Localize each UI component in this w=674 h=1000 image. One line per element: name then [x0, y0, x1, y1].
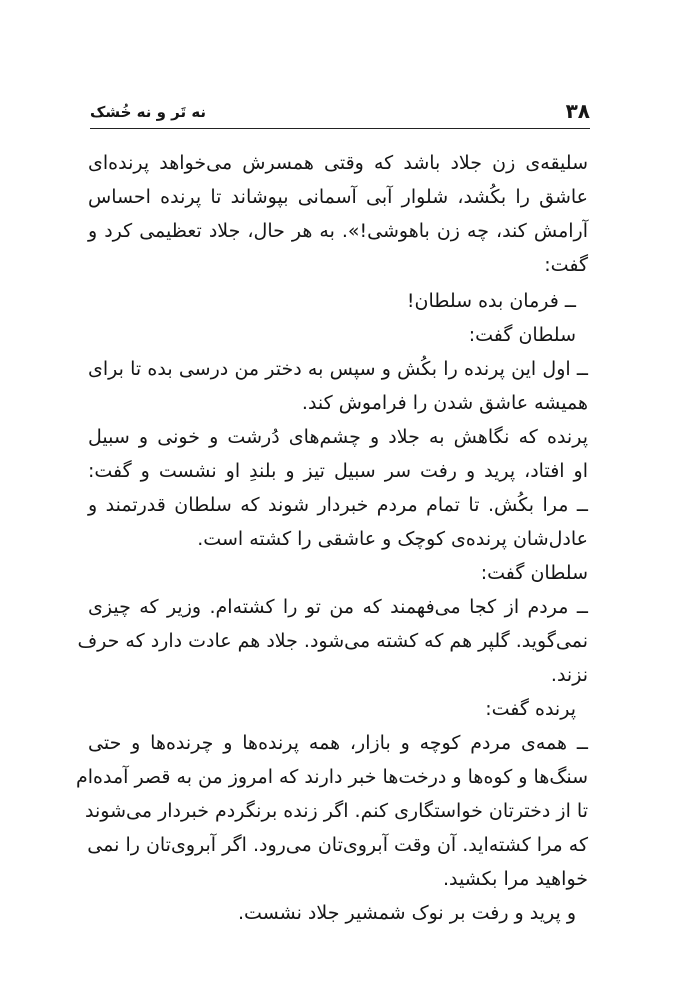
text-line: سلطان گفت: — [468, 324, 576, 346]
text-line: ــ فرمان بده سلطان! — [406, 290, 576, 312]
text-line: گفت: — [544, 254, 588, 276]
text-line: ــ مردم از کجا می‌فهمند که من تو را کشته‌ام. وزیر که چیزی — [88, 596, 588, 618]
text-line: عادل‌شان پرنده‌ی کوچک و عاشقی را کشته است. — [197, 528, 588, 550]
page-number: ۳۸ — [565, 99, 590, 123]
text-line: که مرا کشته‌اید. آن وقت آبروی‌تان می‌رود. اگر آبروی‌تان را نمی — [87, 834, 588, 856]
text-line: سلیقه‌ی زن جلاد باشد که وقتی همسرش می‌خواهد پرنده‌ای — [88, 152, 588, 174]
text-line: همیشه عاشق شدن را فراموش کند. — [301, 392, 588, 414]
text-line: پرنده گفت: — [485, 698, 576, 720]
text-line: او افتاد، پرید و رفت سر سبیل تیز و بلندِ او نشست و گفت: — [88, 460, 588, 482]
text-line: پرنده که نگاهش به جلاد و چشم‌های دُرشت و خونی و سبیل — [88, 426, 588, 448]
text-line: تا از دخترتان خواستگاری کنم. اگر زنده برنگردم خبردار می‌شوند — [85, 800, 588, 822]
text-line: خواهید مرا بکشید. — [442, 868, 588, 890]
header-rule — [90, 128, 590, 129]
page-header — [90, 98, 590, 128]
text-line: ــ همه‌ی مردم کوچه و بازار، همه پرنده‌ها و چرنده‌ها و حتی — [88, 732, 588, 754]
text-line: سلطان گفت: — [480, 562, 588, 584]
text-line: و پرید و رفت بر نوک شمشیر جلاد نشست. — [238, 902, 576, 924]
text-line: نمی‌گوید. گلپر هم که کشته می‌شود. جلاد هم عادت دارد که حرف — [77, 630, 588, 652]
running-title: نه تَر و نه خُشک — [90, 103, 207, 121]
text-line: سنگ‌ها و کوه‌ها و درخت‌ها خبر دارند که امروز من به قصر آمده‌ام — [75, 766, 588, 788]
text-line: آرامش کند، چه زن باهوشی!». به هر حال، جلاد تعظیمی کرد و — [88, 220, 588, 242]
text-line: نزند. — [550, 664, 588, 686]
text-line: ــ مرا بکُش. تا تمام مردم خبردار شوند که سلطان قدرتمند و — [88, 494, 588, 516]
text-line: عاشق را بکُشد، شلوار آبی آسمانی بپوشاند تا پرنده احساس — [88, 186, 588, 208]
text-line: ــ اول این پرنده را بکُش و سپس به دختر من درسی بده تا برای — [88, 358, 588, 380]
